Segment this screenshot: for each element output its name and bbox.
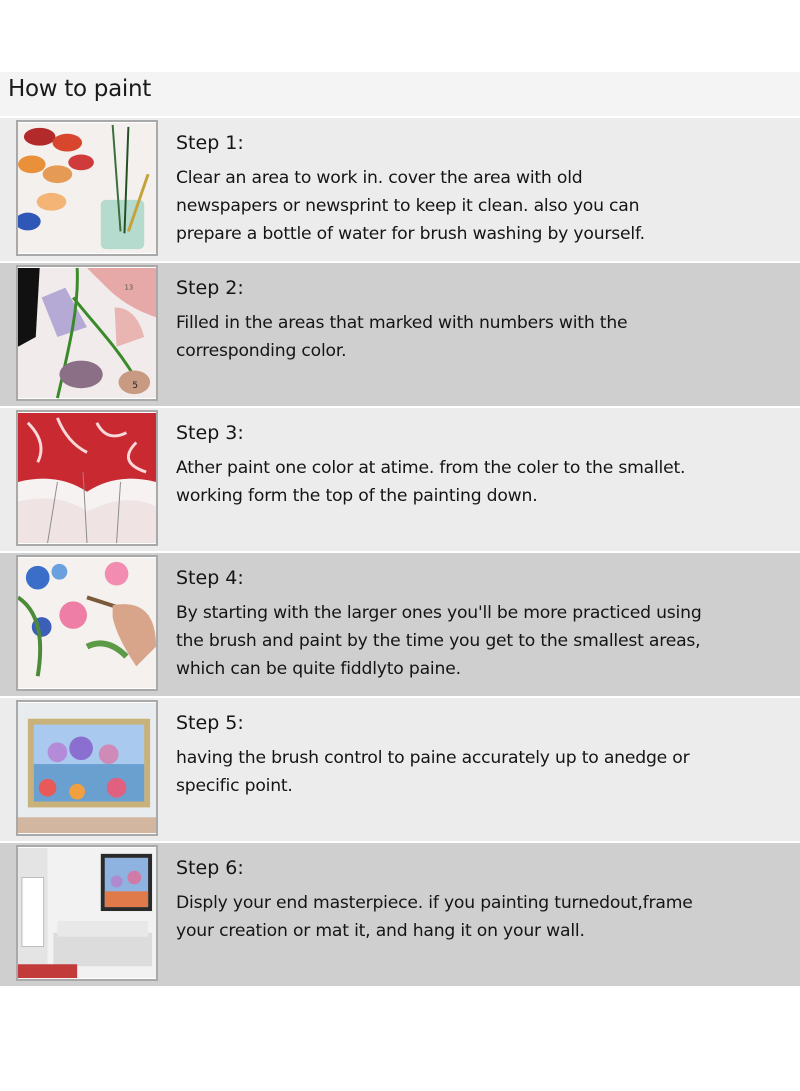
step-6-heading: Step 6:: [176, 857, 244, 879]
step-4-heading: Step 4:: [176, 567, 244, 589]
step-3-description: Ather paint one color at atime. from the coler to the smallet. working form the top of the painting down.: [176, 458, 686, 506]
step-5: [0, 696, 800, 841]
step-5-heading: Step 5:: [176, 712, 244, 734]
step-2-description: Filled in the areas that marked with numbers with the corresponding color.: [176, 313, 628, 361]
painting-flowers-image: [18, 557, 156, 689]
room-with-painting-image: [18, 847, 156, 979]
step-6-thumbnail: [16, 845, 158, 981]
numbered-canvas-image: [18, 267, 156, 399]
step-3: [0, 406, 800, 551]
step-6-description: Disply your end masterpiece. if you painting turnedout,frame your creation or mat it, and hang it on your wall.: [176, 893, 693, 941]
step-1-heading: Step 1:: [176, 132, 244, 154]
step-1: [0, 116, 800, 261]
partially-painted-image: [18, 412, 156, 544]
number-label-5: 5: [132, 381, 138, 392]
step-3-thumbnail: [16, 410, 158, 546]
step-4-description: By starting with the larger ones you'll be more practiced using the brush and paint by the time you get to the smallest areas, which can be quite fiddlyto paine.: [176, 603, 702, 679]
number-label-13: 13: [124, 283, 134, 292]
step-5-thumbnail: [16, 700, 158, 836]
step-5-description: having the brush control to paine accurately up to anedge or specific point.: [176, 748, 690, 796]
step-1-description: Clear an area to work in. cover the area with old newspapers or newsprint to keep it clean. also you can prepare a bottle of water for brush washing by yourself.: [176, 168, 645, 244]
step-4: [0, 551, 800, 696]
steps-list: [0, 116, 800, 986]
step-6: [0, 841, 800, 986]
step-2-thumbnail: [16, 265, 158, 401]
step-2: [0, 261, 800, 406]
paint-pots-image: [18, 122, 156, 254]
step-3-heading: Step 3:: [176, 422, 244, 444]
step-1-thumbnail: [16, 120, 158, 256]
step-2-heading: Step 2:: [176, 277, 244, 299]
step-4-thumbnail: [16, 555, 158, 691]
framed-painting-image: [18, 702, 156, 834]
page-title: How to paint: [8, 76, 151, 102]
